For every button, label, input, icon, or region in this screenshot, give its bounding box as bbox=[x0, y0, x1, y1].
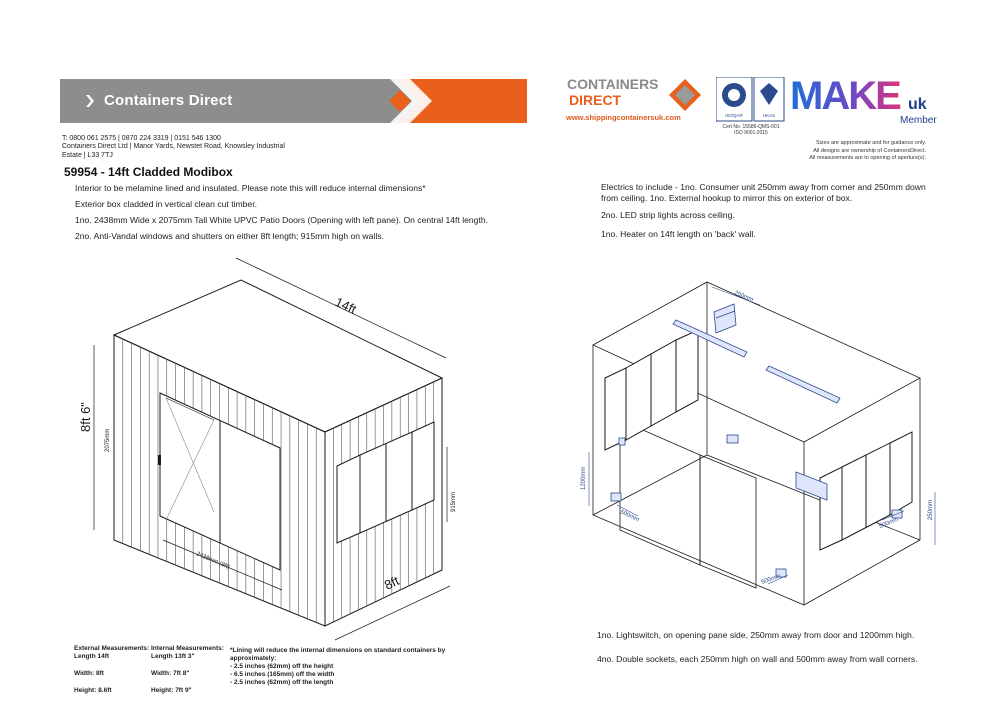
internal-measurements bbox=[151, 645, 231, 695]
external-length: Length 14ft bbox=[74, 653, 110, 660]
internal-width: Width: 7ft 8" bbox=[151, 670, 190, 677]
switch-height-label: 1200mm bbox=[581, 466, 587, 490]
cert-standard: ISO 9001:2015 bbox=[734, 130, 768, 136]
make-logo-suffix: uk bbox=[908, 96, 927, 113]
socket-height-label: 250mm bbox=[928, 499, 934, 520]
contact-phones: T: 0800 061 2575 | 0870 224 3319 | 0151 546 1300 bbox=[62, 135, 221, 142]
spec-right-item: Electrics to include - 1no. Consumer unit 250mm away from corner and 250mm down from ceiling. 1no. External hookup to mirror this on exterior of box. bbox=[601, 182, 926, 203]
lining-line: approximately: bbox=[230, 655, 277, 662]
external-measurements bbox=[74, 645, 154, 695]
cert-label-isoqar: ISOQAR bbox=[725, 113, 743, 118]
cert-number: Cert No. 15586-QMS-001 bbox=[722, 124, 780, 130]
contact-address-1: Containers Direct Ltd | Manor Yards, Newstet Road, Knowsley Industrial bbox=[62, 143, 285, 151]
make-logo-text: MAKE bbox=[790, 74, 900, 118]
socket-right-label: 500mm bbox=[878, 516, 900, 530]
window-height-label: 915mm bbox=[451, 491, 457, 512]
spec-right-item: 1no. Heater on 14ft length on 'back' wall. bbox=[601, 229, 756, 239]
lining-line: - 2.5 inches (62mm) off the height bbox=[230, 663, 334, 670]
socket-front-label: 500mm bbox=[760, 573, 782, 586]
disclaimer-line-3: All measurements are to opening of aperture(s). bbox=[809, 155, 926, 161]
internal-height: Height: 7ft 9" bbox=[151, 687, 192, 694]
contact-address-2: Estate | L33 7TJ bbox=[62, 151, 113, 159]
spec-left-item: Exterior box cladded in vertical clean cut timber. bbox=[75, 199, 257, 209]
lining-note bbox=[230, 647, 460, 687]
spec-left-item: 1no. 2438mm Wide x 2075mm Tall White UPVC Patio Doors (Opening with left pane). On central 14ft length. bbox=[75, 215, 489, 225]
disclaimer-line-2: All designs are ownership of ContainersDirect. bbox=[813, 147, 926, 154]
spec-left-item: 2no. Anti-Vandal windows and shutters on either 8ft length; 915mm high on walls. bbox=[75, 231, 384, 241]
door-height-label: 2075mm bbox=[105, 428, 111, 452]
consumer-offset-label: 250mm bbox=[733, 290, 755, 304]
spec-right-item: 2no. LED strip lights across ceiling. bbox=[601, 210, 735, 220]
lining-line: *Lining will reduce the internal dimensions on standard containers by bbox=[230, 647, 446, 654]
brand-logo-bottom: DIRECT bbox=[569, 92, 622, 108]
external-width: Width: 8ft bbox=[74, 670, 104, 677]
note-lightswitch: 1no. Lightswitch, on opening pane side, 250mm away from door and 1200mm high. bbox=[597, 630, 915, 640]
internal-heading: Internal Measurements: bbox=[151, 645, 224, 652]
width-label: 8ft bbox=[381, 573, 402, 593]
product-title: 59954 - 14ft Cladded Modibox bbox=[64, 165, 233, 179]
spec-left-item: Interior to be melamine lined and insulated. Please note this will reduce internal dimensions* bbox=[75, 183, 426, 193]
length-label: 14ft bbox=[332, 294, 359, 317]
banner-title: Containers Direct bbox=[104, 92, 233, 109]
external-height: Height: 8.6ft bbox=[74, 687, 112, 694]
socket-left-label: 500mm bbox=[619, 509, 640, 524]
make-logo-member: Member bbox=[900, 115, 937, 125]
lining-line: - 2.5 inches (62mm) off the length bbox=[230, 679, 334, 686]
lining-line: - 6.5 inches (165mm) off the width bbox=[230, 671, 335, 678]
disclaimer-line-1: Sizes are approximate and for guidance only. bbox=[816, 140, 926, 146]
door-width-label: 2438mm (8ft) bbox=[195, 551, 231, 571]
height-label: 8ft 6" bbox=[78, 402, 93, 432]
note-sockets: 4no. Double sockets, each 250mm high on wall and 500mm away from wall corners. bbox=[597, 654, 918, 664]
cert-label-ukas: UKAS bbox=[762, 113, 776, 118]
brand-logo-top: CONTAINERS bbox=[567, 76, 659, 92]
internal-length: Length 13ft 3" bbox=[151, 653, 195, 660]
external-heading: External Measurements: bbox=[74, 645, 150, 652]
brand-url[interactable]: www.shippingcontainersuk.com bbox=[566, 113, 681, 122]
